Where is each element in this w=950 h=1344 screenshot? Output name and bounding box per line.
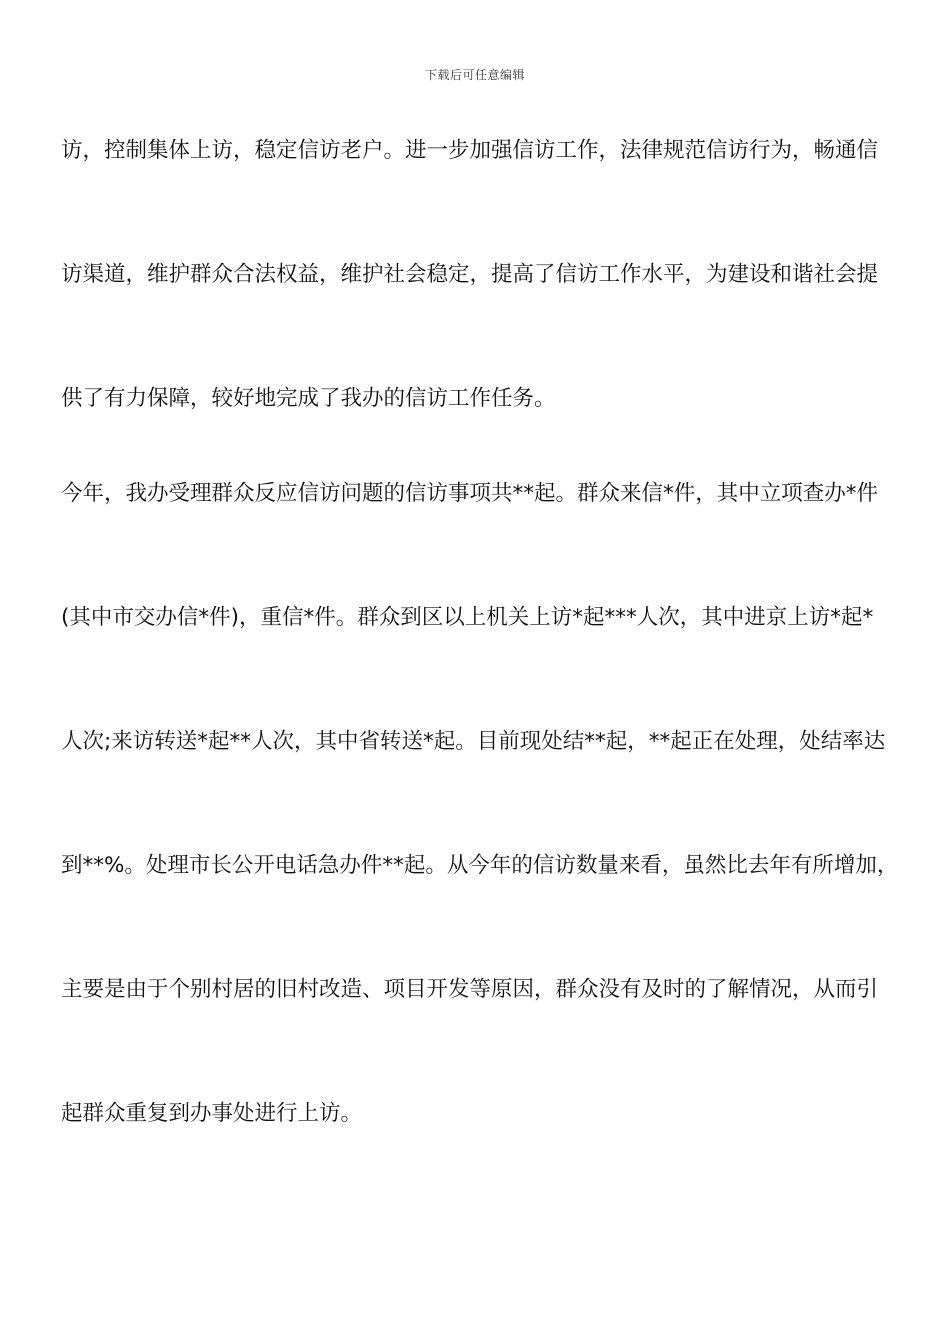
- text-line: 今年，我办受理群众反应信访问题的信访事项共**起。群众来信*件，其中立项查办*件: [61, 481, 879, 506]
- text-line: 人次;来访转送*起**人次，其中省转送*起。目前现处结**起，**起正在处理，处结率达: [61, 729, 886, 754]
- text-line: 访渠道，维护群众合法权益，维护社会稳定，提高了信访工作水平，为建设和谐社会提: [61, 262, 879, 287]
- text-line: 到**%。处理市长公开电话急办件**起。从今年的信访数量来看，虽然比去年有所增加，: [61, 853, 899, 878]
- text-line: 访，控制集体上访，稳定信访老户。进一步加强信访工作，法律规范信访行为，畅通信: [61, 138, 879, 163]
- text-line: 主要是由于个别村居的旧村改造、项目开发等原因，群众没有及时的了解情况，从而引: [61, 977, 879, 1002]
- text-line: (其中市交办信*件)，重信*件。群众到区以上机关上访*起***人次，其中进京上访*起*: [61, 605, 874, 630]
- page-header: 下载后可任意编辑: [424, 68, 525, 82]
- text-line: 起群众重复到办事处进行上访。: [61, 1101, 363, 1126]
- text-line: 供了有力保障，较好地完成了我办的信访工作任务。: [61, 386, 556, 411]
